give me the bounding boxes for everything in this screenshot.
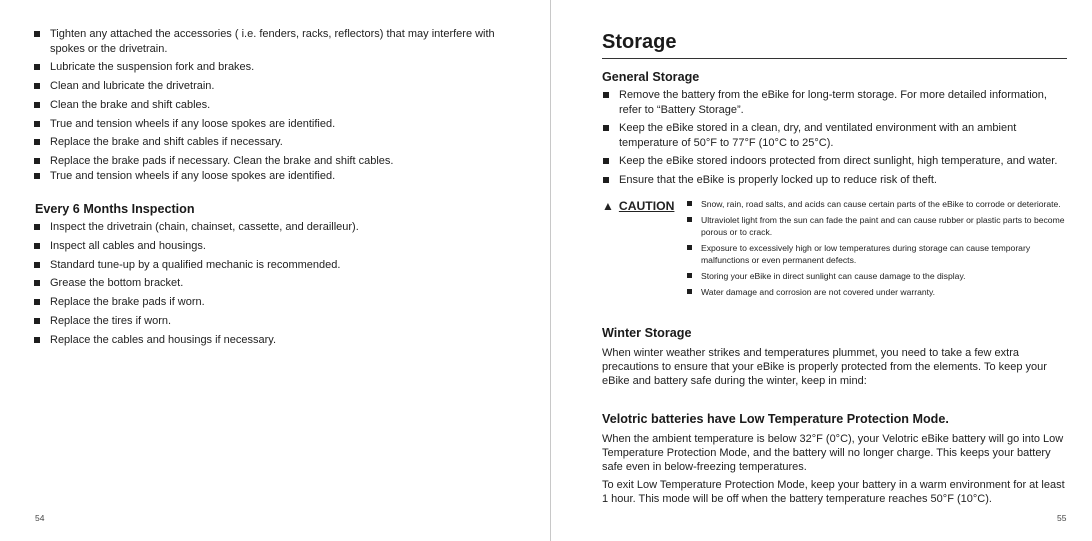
list-item: Keep the eBike stored in a clean, dry, and ventilated environment with an ambient temperature of 50°F to 77°F (10°C to 25°C). — [603, 121, 1068, 150]
winter-storage-text: When winter weather strikes and temperatures plummet, you need to take a few extra precautions to ensure that your eBike is properly protected from the elements. To keep your eBike and battery safe during the winter, keep in mind: — [602, 347, 1047, 388]
list-item: Grease the bottom bracket. — [34, 276, 504, 291]
list-item: Replace the brake and shift cables if necessary. — [34, 135, 504, 150]
page-number: 55 — [1057, 513, 1067, 523]
list-item: Water damage and corrosion are not covered under warranty. — [687, 286, 1067, 299]
maintenance-list — [34, 27, 504, 188]
list-item: Standard tune-up by a qualified mechanic is recommended. — [34, 258, 504, 273]
list-item: Tighten any attached the accessories ( i.e. fenders, racks, reflectors) that may interfere with spokes or the drivetrain. — [34, 27, 504, 56]
right-page — [551, 0, 1092, 541]
list-item: Snow, rain, road salts, and acids can cause certain parts of the eBike to corrode or deteriorate. — [687, 198, 1067, 211]
list-item: Replace the brake pads if worn. — [34, 295, 504, 310]
list-item: Keep the eBike stored indoors protected from direct sunlight, high temperature, and water. — [603, 154, 1068, 169]
general-storage-list — [603, 88, 1068, 191]
list-item: Remove the battery from the eBike for long-term storage. For more detailed information, refer to “Battery Storage”. — [603, 88, 1068, 117]
warning-icon: ▲ — [602, 199, 614, 213]
list-item: Replace the brake pads if necessary. Clean the brake and shift cables. — [34, 154, 504, 169]
ltp-heading: Velotric batteries have Low Temperature Protection Mode. — [602, 412, 949, 426]
caution-text: CAUTION — [618, 199, 675, 213]
list-item: Ensure that the eBike is properly locked up to reduce risk of theft. — [603, 173, 1068, 188]
list-item: Exposure to excessively high or low temperatures during storage can cause temporary malfunctions or even permanent defects. — [687, 242, 1067, 267]
list-item: Lubricate the suspension fork and brakes. — [34, 60, 504, 75]
list-item: True and tension wheels if any loose spokes are identified. — [34, 169, 504, 184]
general-storage-heading: General Storage — [602, 70, 700, 84]
list-item: Ultraviolet light from the sun can fade the paint and can cause rubber or plastic parts to become porous or to crack. — [687, 214, 1067, 239]
list-item: Replace the tires if worn. — [34, 314, 504, 329]
caution-label — [602, 199, 674, 213]
six-month-list — [34, 220, 504, 352]
list-item: Clean and lubricate the drivetrain. — [34, 79, 504, 94]
winter-storage-heading: Winter Storage — [602, 326, 692, 340]
list-item: Inspect all cables and housings. — [34, 239, 504, 254]
page-title: Storage — [602, 31, 677, 53]
six-month-heading: Every 6 Months Inspection — [35, 202, 195, 216]
title-rule — [602, 58, 1067, 59]
list-item: True and tension wheels if any loose spokes are identified. — [34, 117, 504, 132]
ltp-text: When the ambient temperature is below 32°F (0°C), your Velotric eBike battery will go into Low Temperature Protection Mode, and the battery will no longer charge. This keeps your battery safe even in below-freezing temperatures. — [602, 433, 1064, 474]
page-number: 54 — [35, 513, 45, 523]
ltp-exit-text: To exit Low Temperature Protection Mode, keep your battery in a warm environment for at least 1 hour. This mode will be off when the battery temperature reaches 50°F (10°C). — [602, 479, 1065, 506]
list-item: Inspect the drivetrain (chain, chainset, cassette, and derailleur). — [34, 220, 504, 235]
caution-list — [687, 198, 1067, 301]
list-item: Clean the brake and shift cables. — [34, 98, 504, 113]
list-item: Storing your eBike in direct sunlight can cause damage to the display. — [687, 270, 1067, 283]
list-item: Replace the cables and housings if necessary. — [34, 333, 504, 348]
